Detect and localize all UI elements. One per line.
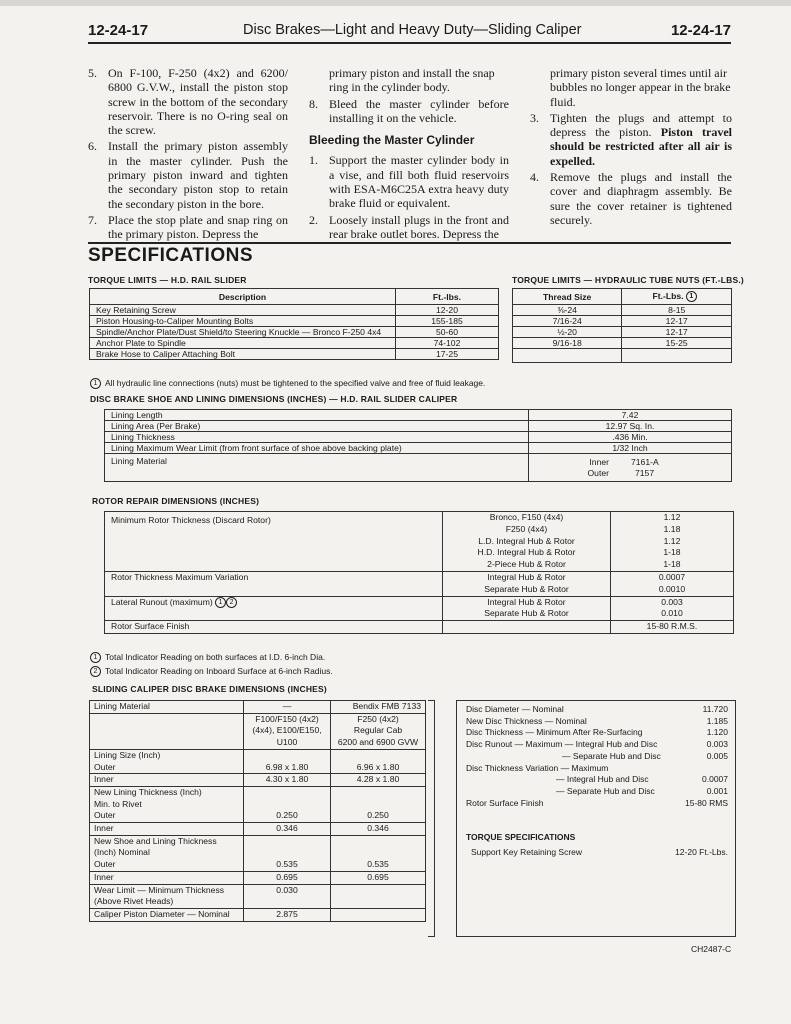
footnote-rotor-1: 1 Total Indicator Reading on both surfaces at I.D. 6-inch Dia. <box>90 652 325 663</box>
step-5: 5. On F-100, F-250 (4x2) and 6200/ 6800 G.V.W., install the piston stop screw in the bottom of the secondary reservoir. There is no O-ring seal on the screw. <box>88 66 288 138</box>
table-row: 7/16-24 12-17 <box>513 316 732 327</box>
bleed-step-1: 1. Support the master cylinder body in a vise, and fill both fluid reservoirs with ESA-M6C25A extra heavy duty brake fluid or equivalent. <box>309 153 509 211</box>
page-header <box>88 22 731 42</box>
col-description: Description <box>90 289 396 305</box>
torque-tube-table <box>512 288 732 363</box>
list-item: New Disc Thickness — Nominal 1.185 <box>466 715 728 726</box>
page-title: Disc Brakes—Light and Heavy Duty—Sliding Caliper <box>243 22 582 38</box>
torque-tube-label: TORQUE LIMITS — HYDRAULIC TUBE NUTS (FT.-LBS.) <box>512 275 744 285</box>
table-row: Lateral Runout (maximum) 1 2 Integral Hub & Rotor 0.003 <box>105 596 734 608</box>
table-row: 2-Piece Hub & Rotor 1-18 <box>105 559 734 571</box>
lining-dims-table <box>104 409 732 482</box>
table-row: Lining Maximum Wear Limit (from front surface of shoe above backing plate) 1/32 Inch <box>105 443 732 454</box>
list-item: — Integral Hub and Disc 0.0007 <box>556 774 728 785</box>
table-row: Caliper Piston Diameter — Nominal 2.875 <box>90 908 426 921</box>
table-row: H.D. Integral Hub & Rotor 1-18 <box>105 547 734 559</box>
col-thread-size: Thread Size <box>513 289 622 305</box>
procedure-column-2 <box>309 66 509 243</box>
footer-code: CH2487-C <box>691 944 732 954</box>
table-row: Inner 4.30 x 1.80 4.28 x 1.80 <box>90 774 426 787</box>
table-row: Minimum Rotor Thickness (Discard Rotor) Bronco, F150 (4x4) 1.12 <box>105 512 734 524</box>
footnote-mark: 1 <box>686 291 697 302</box>
procedure-column-1 <box>88 66 288 244</box>
table-row: Separate Hub & Rotor 0.010 <box>105 608 734 620</box>
sliding-caliper-label: SLIDING CALIPER DISC BRAKE DIMENSIONS (INCHES) <box>92 684 327 694</box>
rotor-repair-table <box>104 511 734 634</box>
table-row: Rotor Surface Finish 15-80 R.M.S. <box>105 621 734 634</box>
page-top-shade <box>0 0 791 6</box>
bleed-step-2: 2. Loosely install plugs in the front and rear brake outlet bores. Depress the <box>309 212 509 241</box>
table-row: Lining Material — Bendix FMB 7133 <box>90 701 426 714</box>
torque-hd-table <box>89 288 499 360</box>
list-item: Disc Thickness Variation — Maximum <box>466 762 609 773</box>
step-7-continued: primary piston and install the snap ring in the cylinder body. <box>329 66 495 95</box>
procedure-column-3 <box>530 66 732 229</box>
bleed-step-4: 4. Remove the plugs and install the cover and diaphragm assembly. Be sure the cover retainer is tightened securely. <box>530 170 732 227</box>
col-ftlbs: Ft.-lbs. <box>396 289 499 305</box>
footnote-rotor-2: 2 Total Indicator Reading on Inboard Surface at 6-inch Radius. <box>90 666 333 677</box>
col-ftlbs-tube: Ft.-Lbs. 1 <box>622 289 732 305</box>
bleed-step-3: 3. Tighten the plugs and attempt to depress the piston. Piston travel should be restricted after all air is expelled. <box>530 110 732 168</box>
bleed-step-2-continued: primary piston several times until air bubbles no longer appear in the brake fluid. <box>550 66 731 109</box>
table-row: Brake Hose to Caliper Attaching Bolt 17-25 <box>90 349 499 360</box>
table-row: Wear Limit — Minimum Thickness 0.030 <box>90 884 426 896</box>
list-item: Disc Runout — Maximum — Integral Hub and Disc 0.003 <box>466 739 728 750</box>
list-item: Support Key Retaining Screw 12-20 Ft.-Lbs. <box>471 847 728 858</box>
table-row: F250 (4x4) 1.18 <box>105 524 734 536</box>
table-row: Key Retaining Screw 12-20 <box>90 305 499 316</box>
list-item: — Separate Hub and Disc 0.005 <box>562 750 728 761</box>
step-7: 7. Place the stop plate and snap ring on the primary piston. Depress the <box>88 212 288 242</box>
table-row: Anchor Plate to Spindle 74-102 <box>90 338 499 349</box>
table-row: Piston Housing-to-Caliper Mounting Bolts 155-185 <box>90 316 499 327</box>
table-row: Outer 0.535 0.535 <box>90 859 426 871</box>
table-row: Lining Material Inner 7161-A Outer 7157 <box>105 454 732 482</box>
table-row: Lining Area (Per Brake) 12.97 Sq. In. <box>105 421 732 432</box>
specifications-heading: SPECIFICATIONS <box>88 245 253 266</box>
disc-dimensions-box <box>456 700 736 937</box>
table-row: Lining Thickness .436 Min. <box>105 432 732 443</box>
table-row: Rotor Thickness Maximum Variation Integral Hub & Rotor 0.0007 <box>105 571 734 583</box>
step-8: 8. Bleed the master cylinder before installing it on the vehicle. <box>309 96 509 125</box>
step-6: 6. Install the primary piston assembly in the master cylinder. Push the primary piston inward and tighten the secondary piston stop to retain the secondary piston in the bore. <box>88 139 288 211</box>
bleeding-heading: Bleeding the Master Cylinder <box>309 133 475 148</box>
table-row: Lining Length 7.42 <box>105 410 732 421</box>
header-rule <box>88 42 731 44</box>
table-row: Outer 0.250 0.250 <box>90 810 426 822</box>
table-row: L.D. Integral Hub & Rotor 1.12 <box>105 536 734 548</box>
specifications-rule <box>88 242 731 244</box>
list-item: Rotor Surface Finish 15-80 RMS <box>466 797 728 808</box>
table-row: 9/16-18 15-25 <box>513 338 732 349</box>
table-row: Outer 6.98 x 1.80 6.96 x 1.80 <box>90 762 426 774</box>
torque-specifications-heading: TORQUE SPECIFICATIONS <box>466 832 576 843</box>
table-row: ⅜-24 8-15 <box>513 305 732 316</box>
table-row: Inner 0.695 0.695 <box>90 871 426 884</box>
list-item: Disc Diameter — Nominal 11.720 <box>466 704 728 714</box>
sliding-caliper-table: Lining Material — Bendix FMB 7133 F100/F150 (4x2) F250 (4x2) (4x4), E100/E150, Regular Cab U100 6200 and 6900 GVW Lining Size (Inch) Outer 6.98 x 1.80 6.96 x 1.80 Inner 4.30 x 1.80 4.28 x 1.80 New Lining Thickness (Inch) Min. to Rivet Outer 0.250 0.250 Inner 0.346 0.346 New Shoe and Lining Thickness (Inch) Nominal Outer 0.535 0.535 Inner 0.695 0.695 Wear Limit — Minimum Thickness 0.030 (Above Rivet Heads) Caliper Piston Diameter — Nominal 2.875 <box>89 700 426 922</box>
list-item: Disc Thickness — Minimum After Re-Surfacing 1.120 <box>466 727 728 738</box>
footnote-hydraulic: 1 All hydraulic line connections (nuts) must be tightened to the specified valve and free of fluid leakage. <box>90 378 485 389</box>
page-number-left: 12-24-17 <box>88 22 149 39</box>
table-row: Inner 0.346 0.346 <box>90 823 426 836</box>
table-row: ½-20 12-17 <box>513 327 732 338</box>
page-number-right: 12-24-17 <box>670 22 731 39</box>
torque-hd-label: TORQUE LIMITS — H.D. RAIL SLIDER <box>88 275 247 285</box>
list-item: — Separate Hub and Disc 0.001 <box>556 785 728 796</box>
rotor-repair-label: ROTOR REPAIR DIMENSIONS (INCHES) <box>92 496 260 506</box>
table-row: Spindle/Anchor Plate/Dust Shield/to Steering Knuckle — Bronco F-250 4x4 50-60 <box>90 327 499 338</box>
lining-dims-label: DISC BRAKE SHOE AND LINING DIMENSIONS (INCHES) — H.D. RAIL SLIDER CALIPER <box>90 394 458 404</box>
table-row: Separate Hub & Rotor 0.0010 <box>105 584 734 596</box>
